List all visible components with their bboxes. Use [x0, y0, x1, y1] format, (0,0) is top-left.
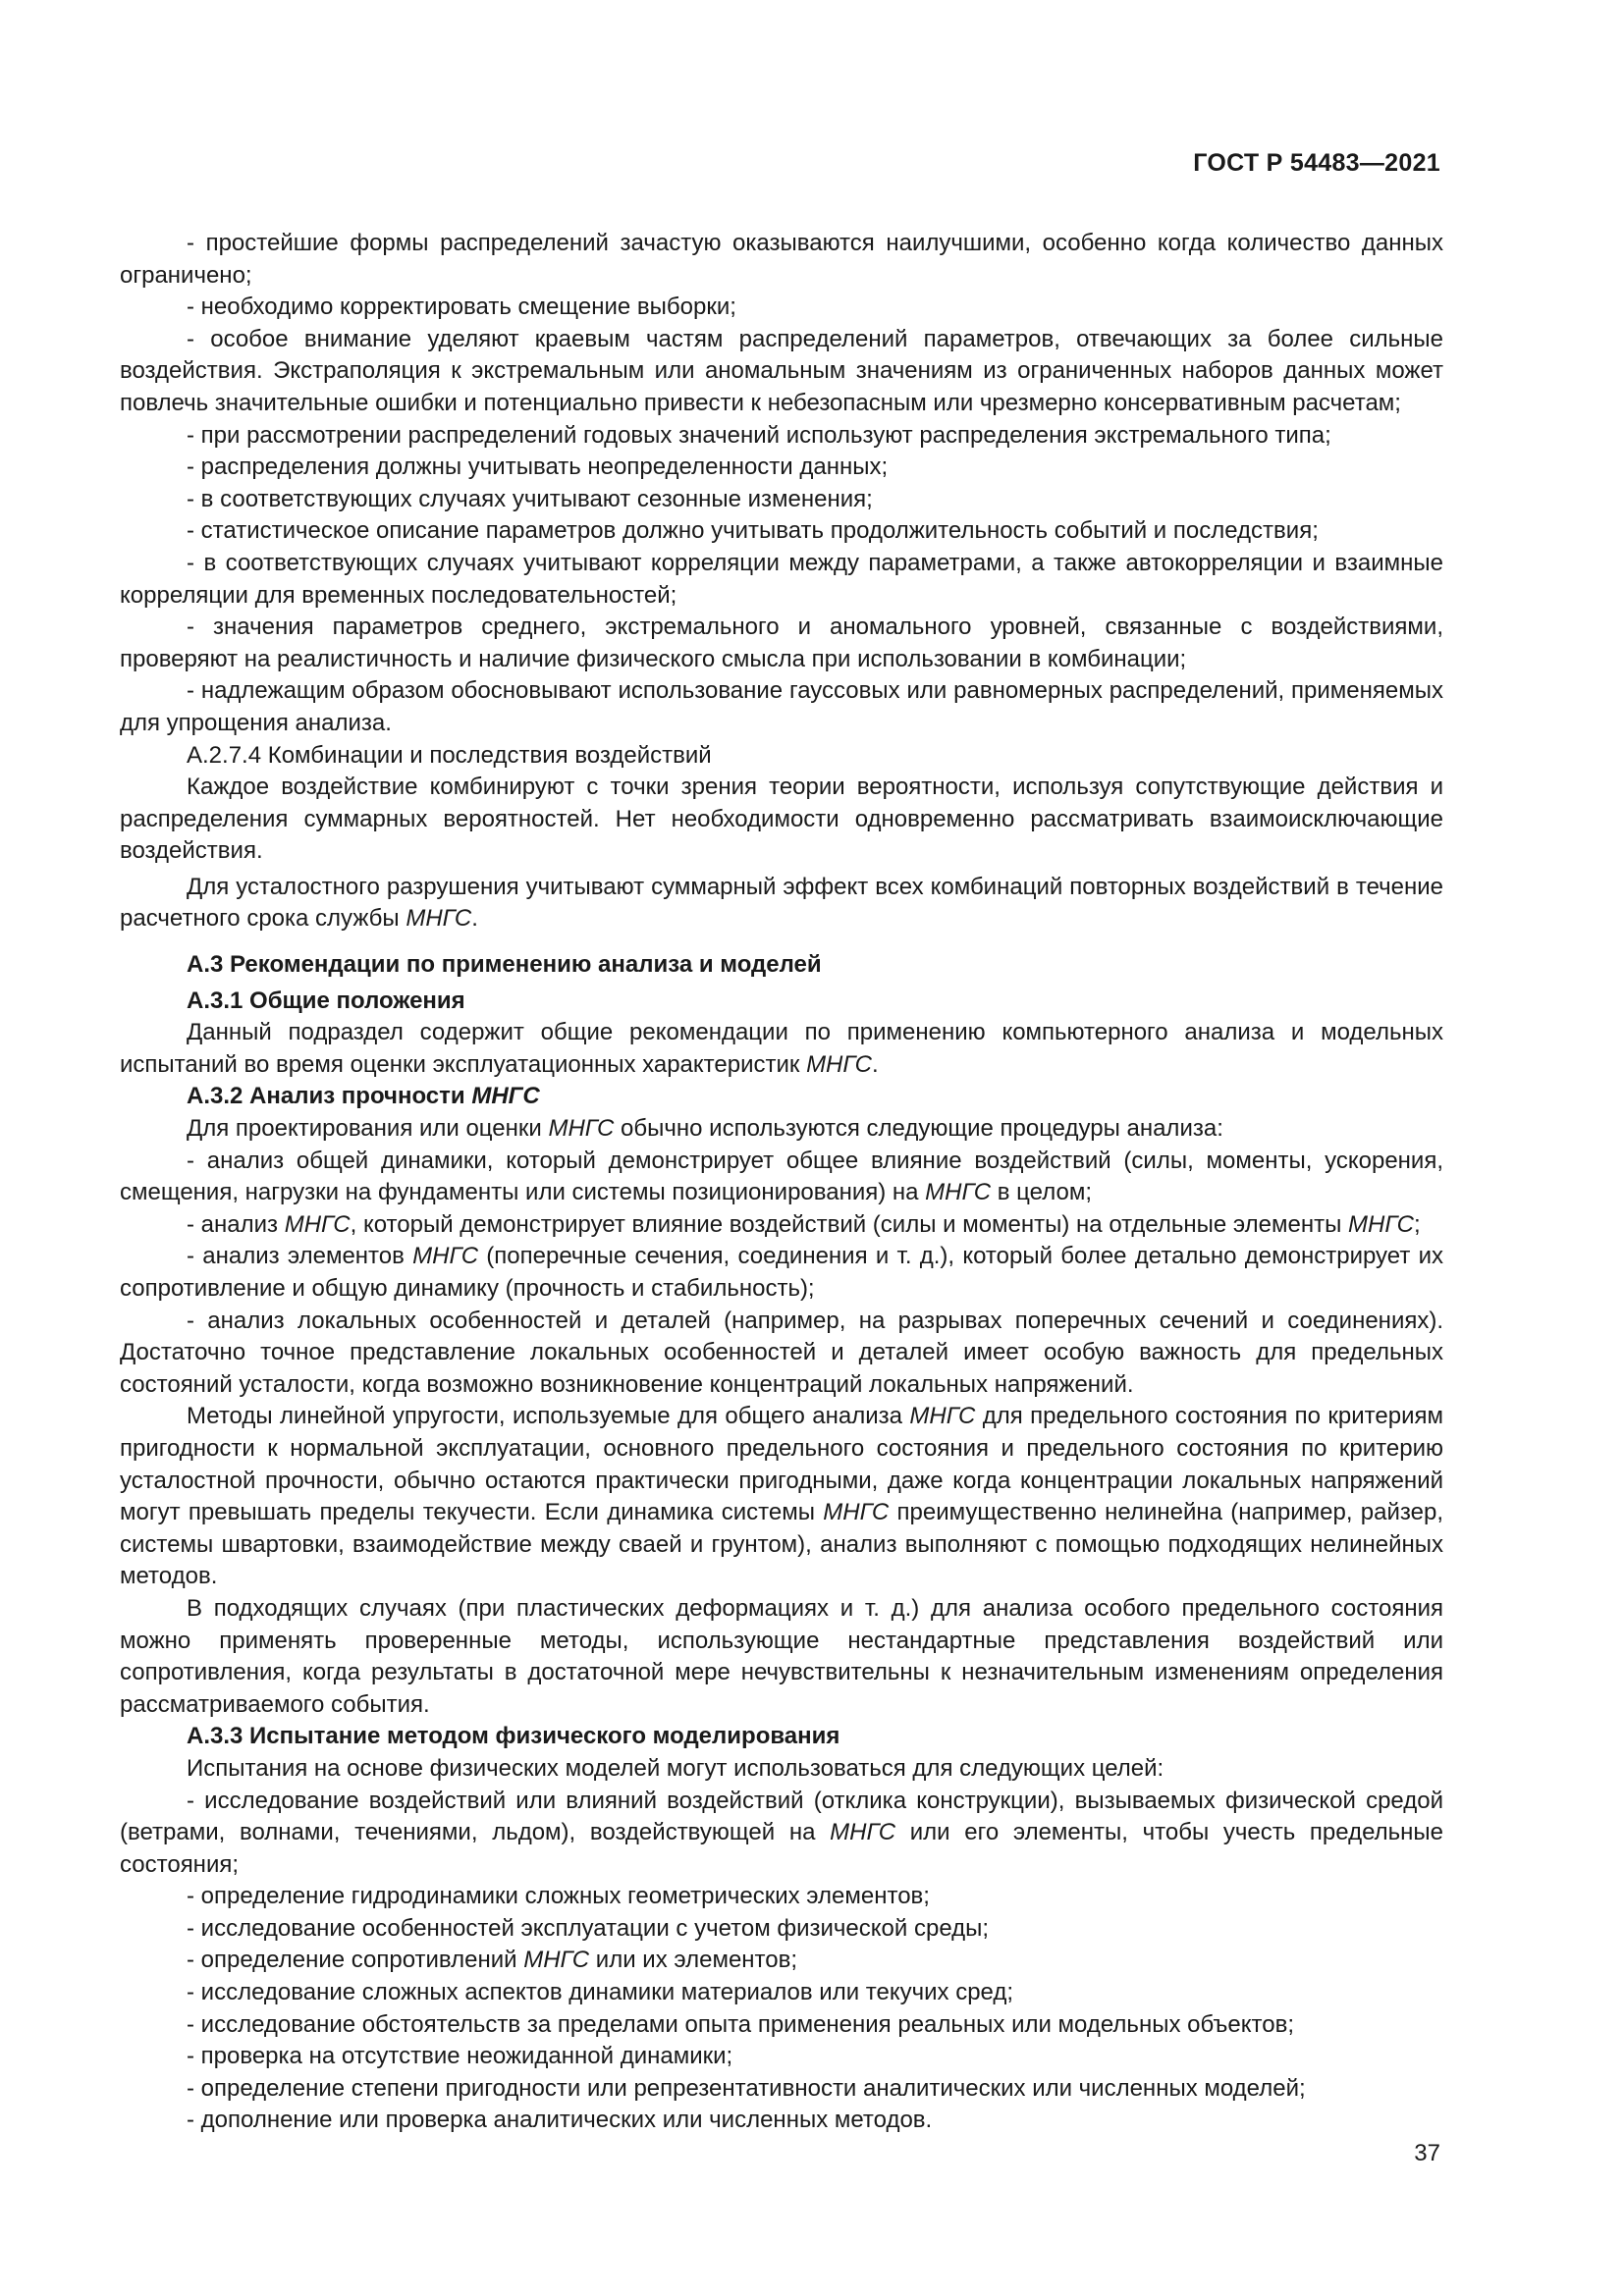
list-item: - простейшие формы распределений зачастую оказываются наилучшими, особенно когда количество данных ограничено; — [120, 230, 1443, 289]
list-item: - исследование обстоятельств за пределами опыта применения реальных или модельных объектов; — [187, 2010, 1295, 2038]
list-item: - анализ элементов МНГС (поперечные сечения, соединения и т. д.), который более детально демонстрирует их сопротивление и общую динамику (прочность и стабильность); — [120, 1243, 1443, 1302]
paragraph: Для проектирования или оценки МНГС обычно используются следующие процедуры анализа: — [187, 1115, 1223, 1143]
list-item: - при рассмотрении распределений годовых значений используют распределения экстремального типа; — [187, 421, 1331, 449]
list-item: - особое внимание уделяют краевым частям распределений параметров, отвечающих за более сильные воздействия. Экстраполяция к экстремальным или аномальным значениям из ограниченных наборов данных может повлечь значительные ошибки и потенциально привести к небезопасным или чрезмерно консервативным расчетам; — [120, 325, 1443, 416]
page-number: 37 — [1414, 2140, 1440, 2166]
list-item: - определение сопротивлений МНГС или их элементов; — [187, 1947, 798, 1974]
list-item: - анализ локальных особенностей и деталей (например, на разрывах поперечных сечений и соединениях). Достаточно точное представление локальных особенностей и деталей имеет особую важность для предельных состояний усталости, когда возможно возникновение концентраций локальных напряжений. — [120, 1307, 1443, 1398]
list-item: - анализ общей динамики, который демонстрирует общее влияние воздействий (силы, моменты, ускорения, смещения, нагрузки на фундаменты или системы позиционирования) на МНГС в целом; — [120, 1147, 1443, 1206]
list-item: - исследование особенностей эксплуатации с учетом физической среды; — [187, 1914, 990, 1942]
subsection-heading: А.3.1 Общие положения — [187, 987, 465, 1014]
paragraph: В подходящих случаях (при пластических деформациях и т. д.) для анализа особого предельного состояния можно применять проверенные методы, использующие нестандартные представления воздействий или сопротивления, когда результаты в достаточной мере нечувствительны к незначительным изменениям определения рассматриваемого события. — [120, 1594, 1443, 1718]
list-item: - дополнение или проверка аналитических или численных методов. — [187, 2107, 933, 2134]
subsection-title: А.2.7.4 Комбинации и последствия воздействий — [187, 741, 712, 769]
list-item: - исследование воздействий или влияний воздействий (отклика конструкции), вызываемых физической средой (ветрами, волнами, течениями, льдом), воздействующей на МНГС или его элементы, чтобы учесть предельные состояния; — [120, 1787, 1443, 1878]
paragraph: Каждое воздействие комбинируют с точки зрения теории вероятности, используя сопутствующие действия и распределения суммарных вероятностей. Нет необходимости одновременно рассматривать взаимоисключающие воздействия. — [120, 774, 1443, 865]
list-item: - определение гидродинамики сложных геометрических элементов; — [187, 1883, 930, 1910]
list-item: - в соответствующих случаях учитывают корреляции между параметрами, а также автокорреляции и взаимные корреляции для временных последовательностей; — [120, 549, 1443, 609]
subsection-heading: А.3.3 Испытание методом физического моделирования — [187, 1723, 840, 1750]
paragraph: Испытания на основе физических моделей могут использоваться для следующих целей: — [187, 1754, 1164, 1782]
section-heading: А.3 Рекомендации по применению анализа и моделей — [187, 951, 822, 979]
paragraph: Методы линейной упругости, используемые для общего анализа МНГС для предельного состояния по критериям пригодности к нормальной эксплуатации, основного предельного состояния и предельного состояния по критерию усталостной прочности, обычно остаются практически пригодными, даже когда концентрации локальных напряжений могут превышать пределы текучести. Если динамика системы МНГС преимущественно нелинейна (например, райзер, системы швартовки, взаимодействие между сваей и грунтом), анализ выполняют с помощью подходящих нелинейных методов. — [120, 1403, 1443, 1590]
list-item: - анализ МНГС, который демонстрирует влияние воздействий (силы и моменты) на отдельные элементы МНГС; — [187, 1210, 1421, 1238]
list-item: - необходимо корректировать смещение выборки; — [187, 294, 736, 321]
document-body — [120, 228, 1443, 2137]
list-item: - определение степени пригодности или репрезентативности аналитических или численных моделей; — [187, 2074, 1306, 2102]
list-item: - статистическое описание параметров должно учитывать продолжительность событий и последствия; — [187, 517, 1319, 545]
list-item: - надлежащим образом обосновывают использование гауссовых или равномерных распределений, применяемых для упрощения анализа. — [120, 677, 1443, 736]
paragraph: Для усталостного разрушения учитывают суммарный эффект всех комбинаций повторных воздействий в течение расчетного срока службы МНГС. — [120, 873, 1443, 933]
subsection-heading: А.3.2 Анализ прочности МНГС — [187, 1083, 540, 1110]
list-item: - исследование сложных аспектов динамики материалов или текучих сред; — [187, 1979, 1014, 2006]
paragraph: Данный подраздел содержит общие рекомендации по применению компьютерного анализа и модельных испытаний во время оценки эксплуатационных характеристик МНГС. — [120, 1019, 1443, 1078]
document-header: ГОСТ Р 54483—2021 — [1193, 149, 1440, 177]
list-item: - значения параметров среднего, экстремального и аномального уровней, связанные с воздействиями, проверяют на реалистичность и наличие физического смысла при использовании в комбинации; — [120, 614, 1443, 672]
list-item: - проверка на отсутствие неожиданной динамики; — [187, 2043, 733, 2070]
list-item: - распределения должны учитывать неопределенности данных; — [187, 454, 889, 481]
list-item: - в соответствующих случаях учитывают сезонные изменения; — [187, 485, 873, 512]
